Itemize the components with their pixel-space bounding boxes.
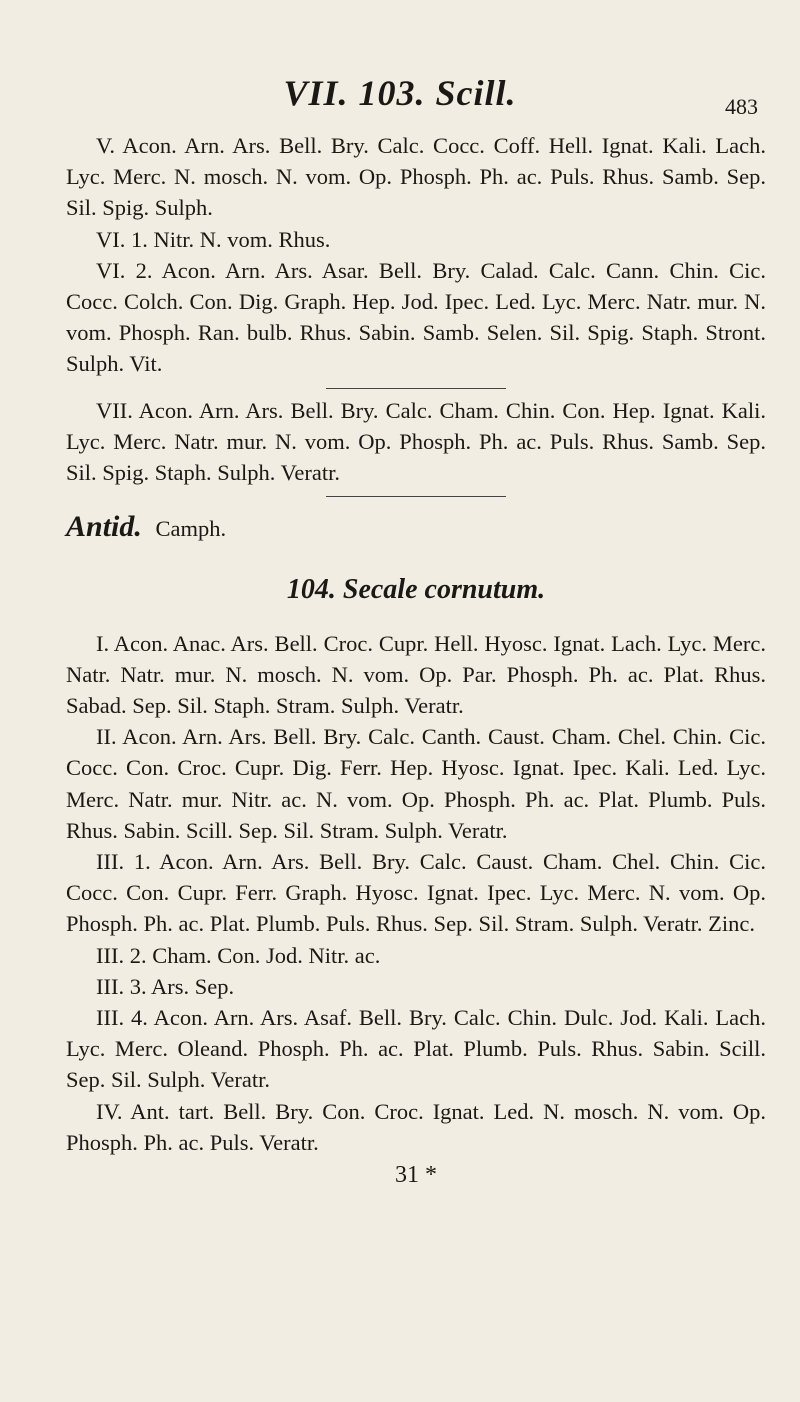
remedy-paragraph: VII. Acon. Arn. Ars. Bell. Bry. Calc. Cham. Chin. Con. Hep. Ignat. Kali. Lyc. Merc. Natr. mur. N. vom. Op. Phosph. Ph. ac. Puls. Rhus. Samb. Sep. Sil. Spig. Staph. Sulph. Veratr. bbox=[66, 397, 766, 486]
running-header bbox=[0, 72, 800, 119]
page-number: 483 bbox=[725, 94, 758, 119]
divider bbox=[326, 388, 506, 389]
remedy-paragraph: III. 4. Acon. Arn. Ars. Asaf. Bell. Bry. Calc. Chin. Dulc. Jod. Kali. Lach. Lyc. Merc. Oleand. Phosph. Ph. ac. Plat. Plumb. Puls. Rhus. Sabin. Scill. Sep. Sil. Sulph. Veratr. bbox=[66, 1005, 766, 1093]
remedy-paragraph: IV. Ant. tart. Bell. Bry. Con. Croc. Ignat. Led. N. mosch. N. vom. Op. Phosph. Ph. ac. Puls. Veratr. bbox=[66, 1098, 766, 1155]
chapter-title: VII. 103. Scill. bbox=[283, 73, 517, 113]
page-body bbox=[66, 130, 766, 1191]
remedy-paragraph: VI. 1. Nitr. N. vom. Rhus. bbox=[96, 226, 331, 252]
divider bbox=[326, 496, 506, 497]
remedy-paragraph: III. 3. Ars. Sep. bbox=[96, 973, 235, 999]
antidote-text: Camph. bbox=[155, 516, 227, 542]
remedy-paragraph: II. Acon. Arn. Ars. Bell. Bry. Calc. Canth. Caust. Cham. Chel. Chin. Cic. Cocc. Con. Croc. Cupr. Dig. Ferr. Hep. Hyosc. Ignat. Ipec. Kali. Led. Lyc. Merc. Natr. mur. Nitr. ac. N. vom. Op. Phosph. Ph. ac. Plat. Plumb. Puls. Rhus. Sabin. Scill. Sep. Sil. Stram. Sulph. Veratr. bbox=[66, 724, 766, 843]
remedy-paragraph: III. 2. Cham. Con. Jod. Nitr. ac. bbox=[96, 942, 381, 968]
section-heading: 104. Secale cornutum. bbox=[286, 574, 546, 606]
antidote-label: Antid. bbox=[66, 510, 142, 544]
remedy-paragraph: V. Acon. Arn. Ars. Bell. Bry. Calc. Cocc. Coff. Hell. Ignat. Kali. Lach. Lyc. Merc. N. mosch. N. vom. Op. Phosph. Ph. ac. Puls. Rhus. Samb. Sep. Sil. Spig. Sulph. bbox=[66, 133, 766, 221]
remedy-paragraph: I. Acon. Anac. Ars. Bell. Croc. Cupr. Hell. Hyosc. Ignat. Lach. Lyc. Merc. Natr. Natr. mur. N. mosch. N. vom. Op. Par. Phosph. Ph. ac. Plat. Rhus. Sabad. Sep. Sil. Staph. Stram. Sulph. Veratr. bbox=[66, 630, 766, 719]
signature-mark: 31 * bbox=[395, 1162, 437, 1189]
remedy-paragraph: VI. 2. Acon. Arn. Ars. Asar. Bell. Bry. Calad. Calc. Cann. Chin. Cic. Cocc. Colch. Con. Dig. Graph. Hep. Jod. Ipec. Led. Lyc. Merc. Natr. mur. N. vom. Phosph. Ran. bulb. Rhus. Sabin. Samb. Selen. Sil. Spig. Staph. Stront. Sulph. Vit. bbox=[66, 257, 766, 377]
remedy-paragraph: III. 1. Acon. Arn. Ars. Bell. Bry. Calc. Caust. Cham. Chel. Chin. Cic. Cocc. Con. Cupr. Ferr. Graph. Hyosc. Ignat. Ipec. Lyc. Merc. N. vom. Op. Phosph. Ph. ac. Plat. Plumb. Puls. Rhus. Sep. Sil. Stram. Sulph. Veratr. Zinc. bbox=[66, 849, 766, 937]
antidote-line bbox=[66, 511, 766, 544]
